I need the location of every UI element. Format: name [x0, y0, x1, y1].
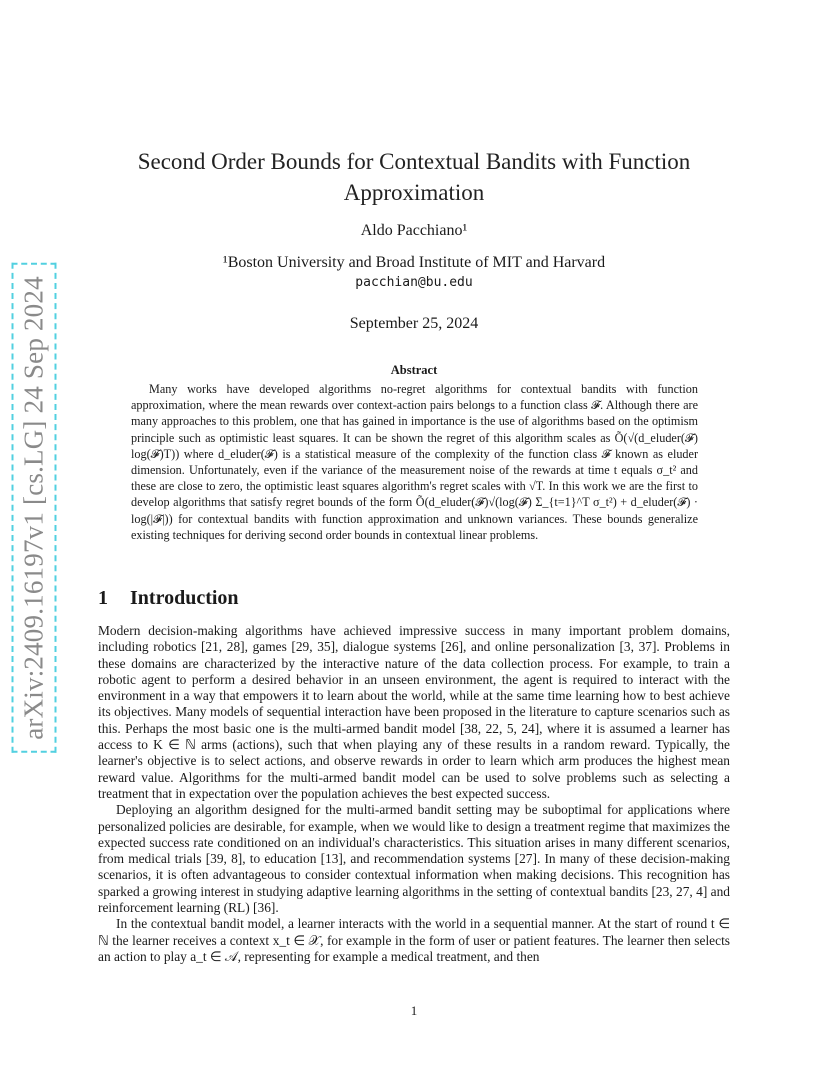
arxiv-stamp — [14, 258, 54, 758]
arxiv-stamp-text: arXiv:2409.16197v1 [cs.LG] 24 Sep 2024 — [17, 268, 52, 748]
paper-date: September 25, 2024 — [349, 315, 479, 332]
abstract-heading: Abstract — [390, 363, 438, 377]
author-name: Aldo Pacchiano¹ — [360, 222, 468, 239]
author-email: pacchian@bu.edu — [355, 275, 473, 290]
section-title: Introduction — [130, 587, 239, 609]
abstract — [131, 381, 698, 543]
page-number: 1 — [410, 1003, 418, 1018]
author-affiliation: ¹Boston University and Broad Institute of MIT and Harvard — [222, 254, 606, 271]
paragraph: Deploying an algorithm designed for the multi-armed bandit setting may be suboptimal for applications where personalized policies are desirable, for example, when we would like to design a treatment regime that maximizes the expected success rate conditioned on an individual's characteristics. This situation arises in many different scenarios, from medical trials [39, 8], to education [13], and recommendation systems [27]. In many of these decision-making scenarios, it is often advantageous to consider contextual information when making decisions. This recognition has sparked a growing interest in studying adaptive learning algorithms in the setting of contextual bandits [23, 27, 4] and reinforcement learning (RL) [36]. — [98, 802, 730, 916]
paragraph: Modern decision-making algorithms have achieved impressive success in many important problem domains, including robotics [21, 28], games [29, 35], dialogue systems [26], and online personalization [3, 37]. Problems in these domains are characterized by the interactive nature of the data collection process. For example, to train a robotic agent to perform a desired behavior in an unseen environment, the agent is required to interact with the environment in a way that empowers it to learn about the world, while at the same time learning how to best achieve its objectives. Many models of sequential interaction have been proposed in the literature to capture scenarios such as this. Perhaps the most basic one is the multi-armed bandit model [38, 22, 5, 24], where it is assumed a learner has access to K ∈ ℕ arms (actions), such that when playing any of these results in a random reward. Typically, the learner's objective is to select actions, and observe rewards in order to learn which arm produces the highest mean reward value. Algorithms for the multi-armed bandit model can be used to solve problems such as selecting a treatment that in expectation over the population achieves the best expected success. — [98, 623, 730, 801]
introduction-body — [98, 623, 730, 965]
paper-title: Second Order Bounds for Contextual Bandits with Function Approximation — [137, 149, 691, 205]
section-number: 1 — [98, 587, 108, 609]
abstract-text: Many works have developed algorithms no-regret algorithms for contextual bandits with function approximation, where the mean rewards over context-action pairs belongs to a function class 𝓕. Although there are many approaches to this problem, one that has gained in importance is the use of algorithms based on the optimism principle such as optimistic least squares. It can be shown the regret of this algorithm scales as Õ(√(d_eluder(𝓕) log(𝓕)T)) where d_eluder(𝓕) is a statistical measure of the complexity of the function class 𝓕 known as eluder dimension. Unfortunately, even if the variance of the measurement noise of the rewards at time t equals σ_t² and these are close to zero, the optimistic least squares algorithm's regret scales with √T. In this work we are the first to develop algorithms that satisfy regret bounds of the form Õ(d_eluder(𝓕)√(log(𝓕) Σ_{t=1}^T σ_t²) + d_eluder(𝓕) · log(|𝓕|)) for contextual bandits with function approximation and unknown variances. These bounds generalize existing techniques for deriving second order bounds in contextual linear problems. — [131, 382, 698, 542]
paragraph: In the contextual bandit model, a learner interacts with the world in a sequential manner. At the start of round t ∈ ℕ the learner receives a context x_t ∈ 𝒳, for example in the form of user or patient features. The learner then selects an action to play a_t ∈ 𝒜, representing for example a medical treatment, and then — [98, 916, 730, 964]
section-heading — [98, 587, 239, 610]
